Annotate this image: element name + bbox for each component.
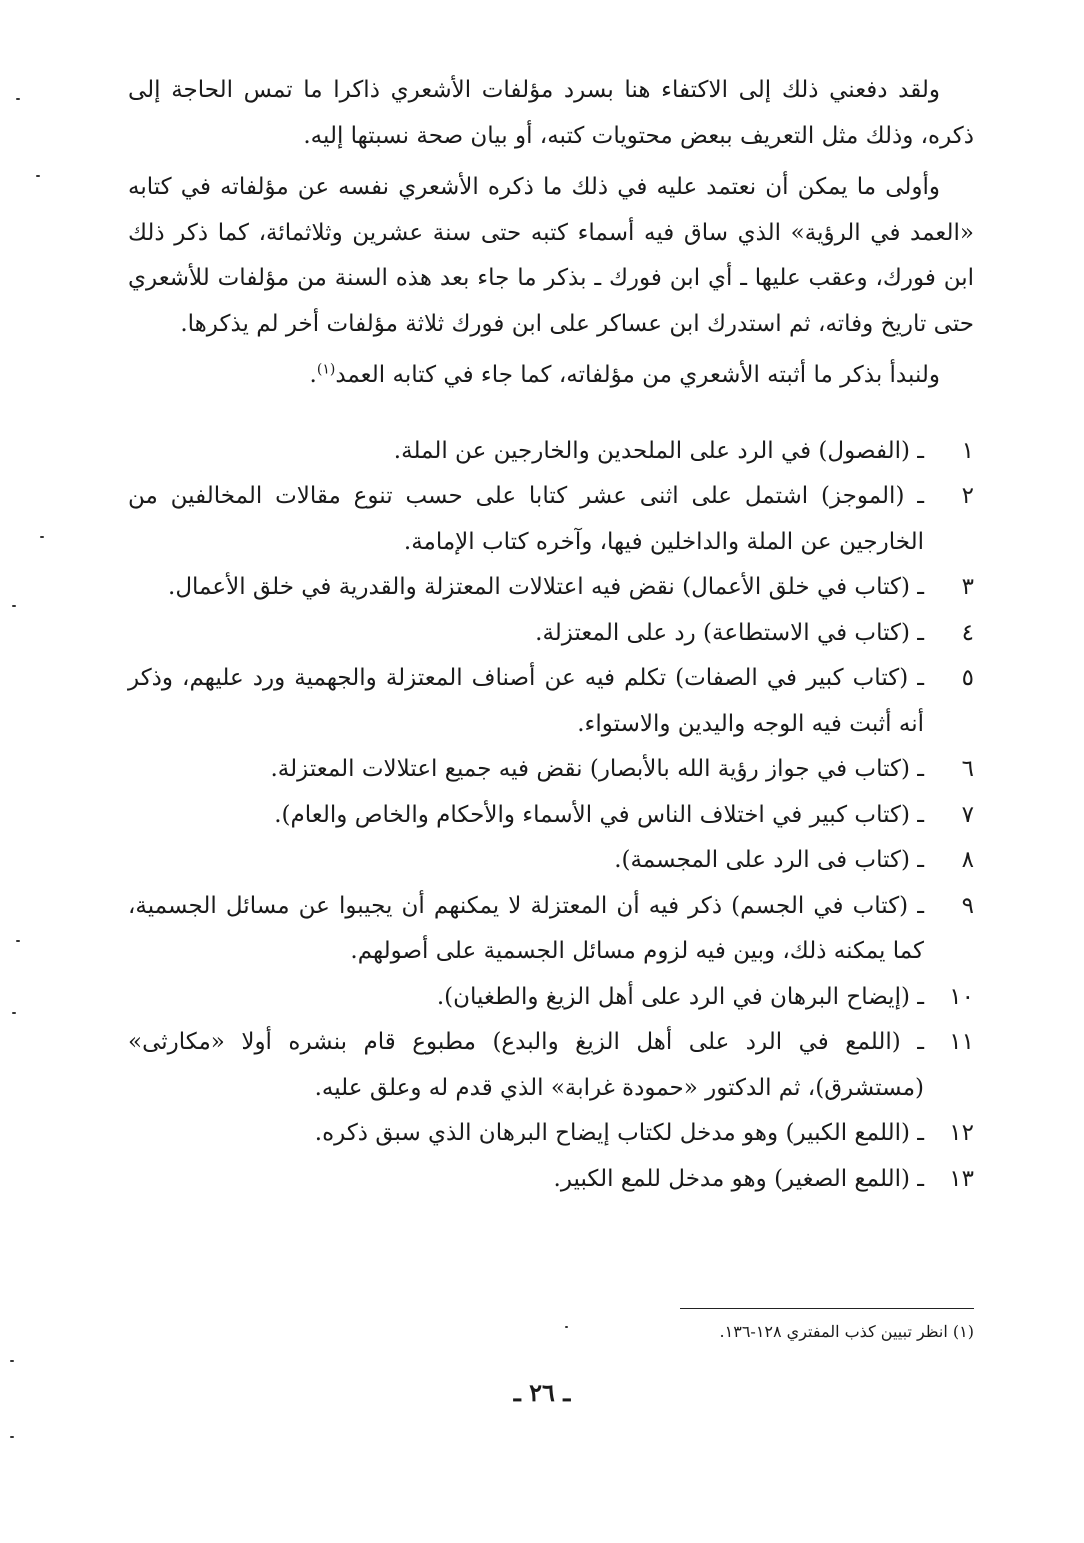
- paragraph-text: وأولى ما يمكن أن نعتمد عليه في ذلك ما ذكره الأشعري نفسه عن مؤلفاته في كتابه «العمد في الرؤية» الذي ساق فيه أسماء كتبه حتى سنة عشرين وثلاثمائة، كما ذكر ذلك ابن فورك، وعقب عليها ـ أي ابن فورك ـ بذكر ما جاء بعد هذه السنة من مؤلفات للأشعري حتى تاريخ وفاته، ثم استدرك ابن عساكر على ابن فورك ثلاثة مؤلفات أخر لم يذكرها.: [128, 174, 974, 337]
- main-text: [128, 68, 974, 1202]
- list-item-text: ـ (اللمع في الرد على أهل الزيغ والبدع) مطبوع قام بنشره أولا «مكارثى» (مستشرق)، ثم الدكتور «حمودة غرابة» الذي قدم له وعلق عليه.: [128, 1029, 924, 1101]
- list-item: [128, 747, 974, 793]
- scan-speck: [565, 1326, 568, 1328]
- list-item: [128, 975, 974, 1021]
- paragraph: [128, 353, 974, 399]
- works-list: [128, 429, 974, 1203]
- scan-speck: [10, 1360, 14, 1362]
- list-item-text: ـ (كتاب في الاستطاعة) رد على المعتزلة.: [535, 619, 924, 646]
- list-item-text: ـ (كتاب كبير في الصفات) تكلم فيه عن أصناف المعتزلة والجهمية ورد عليهم، وذكر أنه أثبت فيه الوجه واليدين والاستواء.: [128, 665, 924, 737]
- list-number: ٦: [961, 756, 974, 782]
- list-item-text: ـ (كتاب فى الرد على المجسمة).: [614, 847, 924, 873]
- list-item-text: ـ (الفصول) في الرد على الملحدين والخارجين عن الملة.: [393, 437, 924, 464]
- list-number: ١٢: [949, 1120, 974, 1146]
- list-item: [128, 565, 974, 611]
- list-item-text: ـ (اللمع الكبير) وهو مدخل لكتاب إيضاح البرهان الذي سبق ذكره.: [314, 1120, 924, 1146]
- list-item: [128, 1111, 974, 1157]
- paragraph-end-punctuation: .: [309, 362, 317, 388]
- list-number: ٤: [961, 619, 974, 646]
- scan-speck: [40, 536, 44, 538]
- list-item: [128, 1157, 974, 1203]
- footnote: (١) انظر تبيين كذب المفتري ١٢٨-١٣٦.: [719, 1322, 974, 1341]
- scan-speck: [36, 175, 40, 177]
- list-number: ٣: [961, 574, 974, 600]
- list-item: [128, 884, 974, 975]
- list-item: [128, 656, 974, 747]
- page-number: ـ ٢٦ ـ: [513, 1378, 571, 1407]
- list-item-text: ـ (الموجز) اشتمل على اثنى عشر كتابا على حسب تنوع مقالات المخالفين من الخارجين عن الملة والداخلين فيها، وآخره كتاب الإمامة.: [128, 483, 924, 555]
- scan-speck: [10, 1436, 14, 1438]
- list-number: ٩: [961, 892, 974, 919]
- footnote-reference[interactable]: (١): [316, 361, 336, 378]
- scan-speck: [16, 98, 20, 100]
- scan-speck: [12, 1012, 16, 1014]
- list-item: [128, 838, 974, 884]
- list-number: ١: [961, 437, 974, 464]
- list-number: ٢: [961, 483, 974, 509]
- list-item: [128, 611, 974, 657]
- list-number: ١٣: [949, 1165, 974, 1192]
- paragraph: [128, 165, 974, 347]
- paragraph-text: ولنبدأ بذكر ما أثبته الأشعري من مؤلفاته، كما جاء في كتابه العمد: [335, 362, 940, 388]
- list-number: ١٠: [949, 983, 974, 1010]
- scan-speck: [12, 605, 16, 607]
- list-item-text: ـ (كتاب كبير في اختلاف الناس في الأسماء والأحكام والخاص والعام).: [274, 801, 924, 828]
- list-number: ٥: [961, 665, 974, 691]
- scan-speck: [16, 940, 20, 942]
- list-item-text: ـ (اللمع الصغير) وهو مدخل للمع الكبير.: [553, 1165, 924, 1192]
- list-item-text: ـ (كتاب في خلق الأعمال) نقض فيه اعتلالات المعتزلة والقدرية في خلق الأعمال.: [168, 574, 924, 600]
- list-item: [128, 429, 974, 475]
- list-item: [128, 1020, 974, 1111]
- footnote-divider: [680, 1308, 974, 1309]
- list-item: [128, 474, 974, 565]
- list-item-text: ـ (إيضاح البرهان في الرد على أهل الزيغ والطغيان).: [436, 983, 924, 1010]
- paragraph: [128, 68, 974, 159]
- paragraph-text: ولقد دفعني ذلك إلى الاكتفاء هنا بسرد مؤلفات الأشعري ذاكرا ما تمس الحاجة إلى ذكره، وذلك مثل التعريف ببعض محتويات كتبه، أو بيان صحة نسبتها إليه.: [128, 77, 974, 149]
- list-number: ٨: [961, 847, 974, 873]
- list-number: ١١: [949, 1029, 974, 1055]
- list-item: [128, 793, 974, 839]
- list-number: ٧: [961, 801, 974, 828]
- list-item-text: ـ (كتاب في الجسم) ذكر فيه أن المعتزلة لا يمكنهم أن يجيبوا عن مسائل الجسمية، كما يمكنه ذلك، وبين فيه لزوم مسائل الجسمية على أصولهم.: [128, 892, 924, 964]
- list-item-text: ـ (كتاب في جواز رؤية الله بالأبصار) نقض فيه جميع اعتلالات المعتزلة.: [270, 756, 924, 782]
